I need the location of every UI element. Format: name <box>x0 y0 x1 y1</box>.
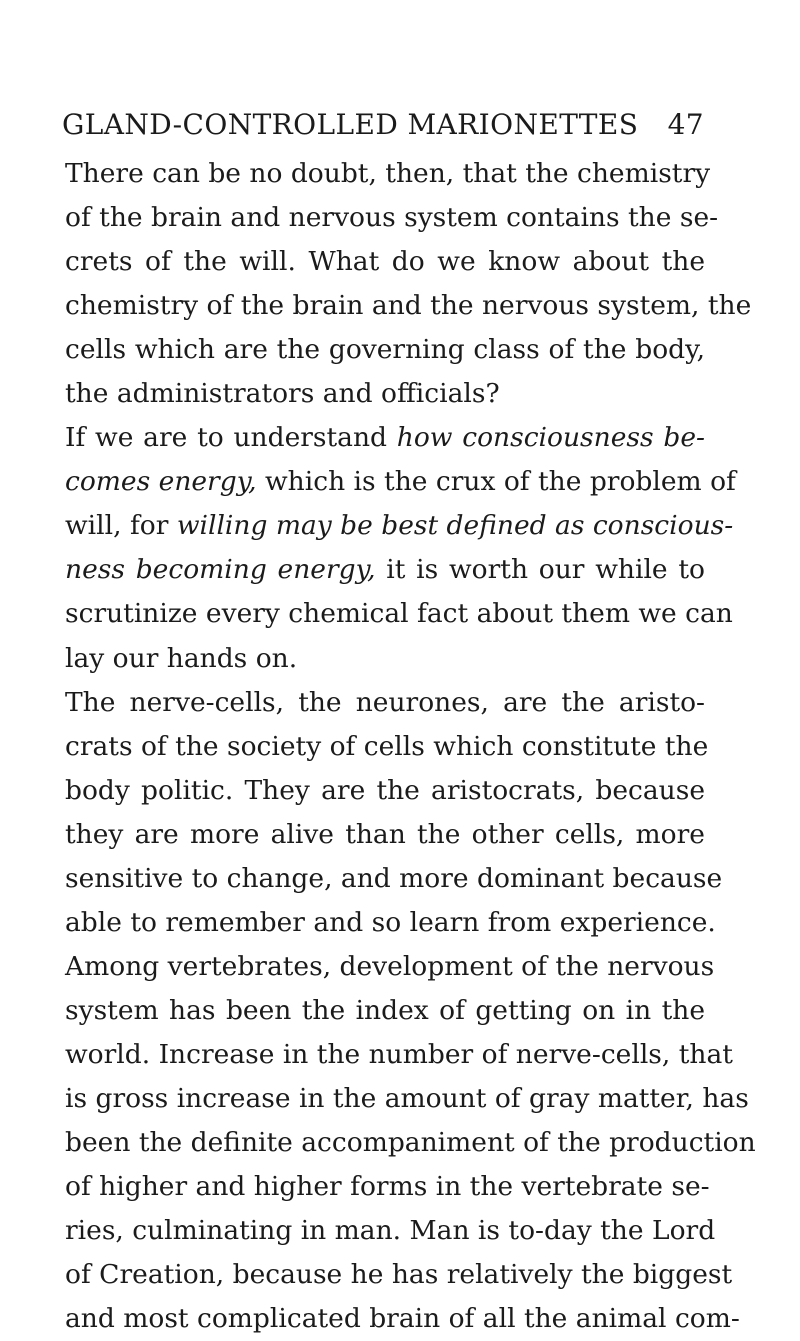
line-roman: which is the crux of the problem of <box>256 466 736 498</box>
text-line: of higher and higher forms in the vertebrate se- <box>65 1171 710 1203</box>
text-line <box>65 504 734 548</box>
text-line: of the brain and nervous system contains the se- <box>65 202 719 234</box>
page-number: 47 <box>667 108 704 141</box>
text-line: Among vertebrates, development of the nervous <box>65 950 715 982</box>
text-line <box>65 548 705 592</box>
running-head <box>62 105 704 145</box>
line-italic: comes energy, <box>65 466 257 498</box>
text-line: There can be no doubt, then, that the chemistry <box>65 158 711 189</box>
line-roman: will, for <box>65 510 177 542</box>
text-line: been the definite accompaniment of the production <box>65 1127 756 1159</box>
text-line: world. Increase in the number of nerve-cells, that <box>65 1038 733 1070</box>
text-line: is gross increase in the amount of gray matter, has <box>65 1082 749 1114</box>
text-line: system has been the index of getting on in the <box>65 994 705 1026</box>
text-line: able to remember and so learn from experience. <box>65 906 716 938</box>
text-line: and most complicated brain of all the animal com- <box>65 1303 740 1335</box>
line-italic: ness becoming energy, <box>65 554 376 586</box>
text-line: of Creation, because he has relatively the biggest <box>65 1259 733 1291</box>
text-line: scrutinize every chemical fact about them we can <box>65 598 733 630</box>
text-line <box>65 416 705 460</box>
text-line: sensitive to change, and more dominant because <box>65 862 723 894</box>
text-line: crets of the will. What do we know about the <box>65 246 705 278</box>
line-roman: it is worth our while to <box>375 554 705 586</box>
text-line: ries, culminating in man. Man is to-day the Lord <box>65 1215 716 1247</box>
text-line: The nerve-cells, the neurones, are the aristo- <box>65 686 705 718</box>
running-title: GLAND-CONTROLLED MARIONETTES <box>62 108 639 141</box>
text-line: body politic. They are the aristocrats, because <box>65 774 705 806</box>
line-roman: If we are to understand <box>65 422 397 454</box>
line-italic: willing may be best defined as conscious- <box>176 510 734 542</box>
text-line: they are more alive than the other cells, more <box>65 818 705 850</box>
text-line: chemistry of the brain and the nervous system, the <box>65 290 752 322</box>
text-line <box>65 460 736 504</box>
line-italic: how consciousness be- <box>396 422 705 454</box>
text-line: lay our hands on. <box>65 642 298 674</box>
text-line: crats of the society of cells which constitute the <box>65 730 709 762</box>
body-text <box>65 152 756 1341</box>
text-line: the administrators and officials? <box>65 378 500 410</box>
text-line: cells which are the governing class of the body, <box>65 334 705 366</box>
